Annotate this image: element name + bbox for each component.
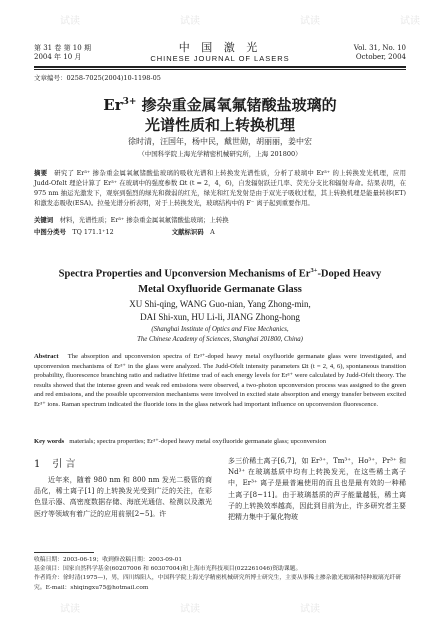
affiliation-cn: （中国科学院上海光学精密机械研究所，上海 201800）: [138, 150, 302, 158]
clc-field: [34, 228, 142, 236]
doc-code-label: 文献标识码: [171, 228, 204, 236]
article-number: 文章编号：0258-7025(2004)10-1198-05: [34, 74, 161, 82]
header-rule: [34, 66, 406, 68]
section-heading: [34, 455, 76, 470]
watermark: 试读: [60, 16, 80, 27]
journal-name-cn: 中 国 激 光: [178, 41, 262, 54]
footnote-rule: [34, 552, 94, 553]
body-paragraph: 多三价稀土离子[6,7]，如 Er³⁺，Tm³⁺，Ho³⁺，Pr³⁺ 和 Nd³⁺ 在玻璃基质中均有上转换发光，在这些稀土离子中，Er³⁺ 离子是最普遍使用的而且也是最有效的一种稀土离子[8~11]。由于玻璃基质的声子能量越低，稀土离子的上转换效率越高，因此到目前为止，许多研究者主要把精力集中于氟化物玻: [228, 457, 406, 522]
doc-code-field: [172, 228, 243, 236]
keywords-en-text: materials; spectra properties; Er³⁺-doped heavy metal oxyfluoride germanate glass; upconversion: [69, 438, 327, 445]
watermark: 试读: [180, 16, 200, 27]
footnote-author: 作者简介：徐时清(1975—)，男，四川绵阳人，中国科学院上海光学精密机械研究所博士研究生，主要从事稀土掺杂激光玻璃和特种玻璃光纤研究。E-mail：shiqingxu75@hotmail.com: [34, 575, 402, 591]
abstract-en-label: Abstract: [34, 353, 59, 360]
title-en-part: -Doped Heavy: [317, 268, 382, 280]
body-column-right: [228, 456, 406, 523]
watermark: 试读: [60, 604, 80, 615]
authors-cn: 徐时清，汪国年，杨中民，戴世勋，胡丽丽，姜中宏: [128, 137, 312, 146]
affiliation-en-line2: The Chinese Academy of Sciences, Shanghai 201800, China): [137, 336, 303, 343]
keywords-en: [34, 437, 406, 447]
affiliation-en-line1: (Shanghai Institute of Optics and Fine Mechanics,: [151, 326, 289, 333]
footnote-received: 收稿日期：2003-06-19；收到修改稿日期：2003-09-01: [34, 557, 183, 563]
body-column-left: [34, 475, 212, 520]
doc-code-value: A: [210, 228, 215, 236]
volume-info-en: [354, 44, 406, 62]
abstract-cn-label: 摘要: [34, 169, 48, 177]
footnote-fund: 基金项目：国家自然科学基金(60207006 和 60307004)和上海市光科技项目(022261046)资助课题。: [34, 566, 302, 573]
title-cn-part: Er: [103, 96, 123, 114]
body-paragraph: 近年来，随着 980 nm 和 800 nm 发光二极管的商品化，稀土离子[1] 的上转换发光受到广泛的关注，在彩色显示器、高密度数据存储、海底光通信、检测以及激光医疗等领域有着广泛的应用前景[2~5]。许: [34, 476, 212, 518]
title-cn: [0, 92, 440, 135]
title-en-sup: 3+: [310, 267, 318, 274]
abstract-cn-text: 研究了 Er³⁺ 掺杂重金属氧氟锗酸盐玻璃的吸收光谱和上转换发光谱性质，分析了玻璃中 Er³⁺ 的上转换发光机理，应用 Judd-Ofelt 理论计算了 Er³⁺ 在玻璃中的强度参数 Ωt (t = 2，4，6)，自发辐射跃迁几率、荧光分支比和辐射寿命。结果表明，在 975 nm 抽运光激发下，观察到强烈的绿光和微弱的红光，绿光和红光发射是由于双光子吸收过程，其上转换机理是能量转移(ET)和激发态吸收(ESA)。拉曼光谱分析表明，对于上转换发光，玻璃结构中的 F⁻ 离子起到重要作用。: [34, 169, 407, 207]
keywords-cn: [34, 215, 406, 225]
authors-en: [0, 298, 440, 324]
abstract-en-text: The absorption and upconversion spectra of Er³⁺-doped heavy metal oxyfluoride germanate glass were investigated, and upconversion mechanisms of Er³⁺ in the glass were analyzed. The Judd-Ofelt intensity parameters Ωt (t = 2, 4, 6), spontaneous transition probability, fluorescence branching ratio and radiative lifetime τrad of each energy levels for Er³⁺ were calculated by Judd-Ofelt theory. The results showed that the intense green and weak red emissions were observed, a two-photon upconversion process was assigned to the green and red emissions, and the possible upconversion mechanisms were involved in excited state absorption and energy transfer between excited Er³⁺ ions. Raman spectrum indicated the fluoride ions in the glass network had important influence on upconversion fluorescence.: [34, 353, 406, 408]
volume-number-en: Vol. 31, No. 10: [353, 44, 406, 52]
footnotes: [34, 556, 406, 593]
watermark: 试读: [300, 16, 320, 27]
title-cn-sup: 3+: [122, 97, 137, 107]
authors-en-line1: XU Shi-qing, WANG Guo-nian, Yang Zhong-min,: [129, 299, 311, 309]
title-cn-line2: 光谱性质和上转换机理: [144, 116, 295, 134]
title-en-part: Spectra Properties and Upconversion Mechanisms of Er: [58, 268, 311, 280]
volume-number-cn: 第 31 卷 第 10 期: [34, 44, 91, 52]
classification-line: [34, 227, 406, 237]
section-number: 1: [34, 459, 41, 470]
title-cn-part: 掺杂重金属氧氟锗酸盐玻璃的: [136, 96, 337, 114]
affiliation-en: [0, 325, 440, 345]
authors-en-line2: DAI Shi-xun, HU Li-li, JIANG Zhong-hong: [140, 312, 300, 322]
date-cn: 2004 年 10 月: [34, 53, 82, 61]
watermark: 试读: [400, 16, 420, 27]
watermark: 试读: [180, 604, 200, 615]
title-en-line2: Metal Oxyfluoride Germanate Glass: [138, 283, 302, 295]
section-title: 引 言: [52, 459, 76, 470]
date-en: October, 2004: [355, 53, 406, 61]
abstract-en: [34, 352, 406, 410]
title-en: [0, 263, 440, 297]
keywords-en-label: Key words: [34, 438, 65, 445]
watermark: 试读: [300, 604, 320, 615]
abstract-cn: [34, 168, 406, 208]
clc-value: TQ 171.1⁺12: [72, 228, 114, 236]
header-rule-thin: [34, 69, 406, 70]
clc-label: 中图分类号: [34, 228, 66, 236]
keywords-cn-label: 关键词: [34, 216, 54, 224]
keywords-cn-text: 材料，光谱性质；Er³⁺ 掺杂重金属氧氟锗酸盐玻璃；上转换: [59, 216, 229, 224]
journal-name-en: CHINESE JOURNAL OF LASERS: [150, 54, 290, 63]
